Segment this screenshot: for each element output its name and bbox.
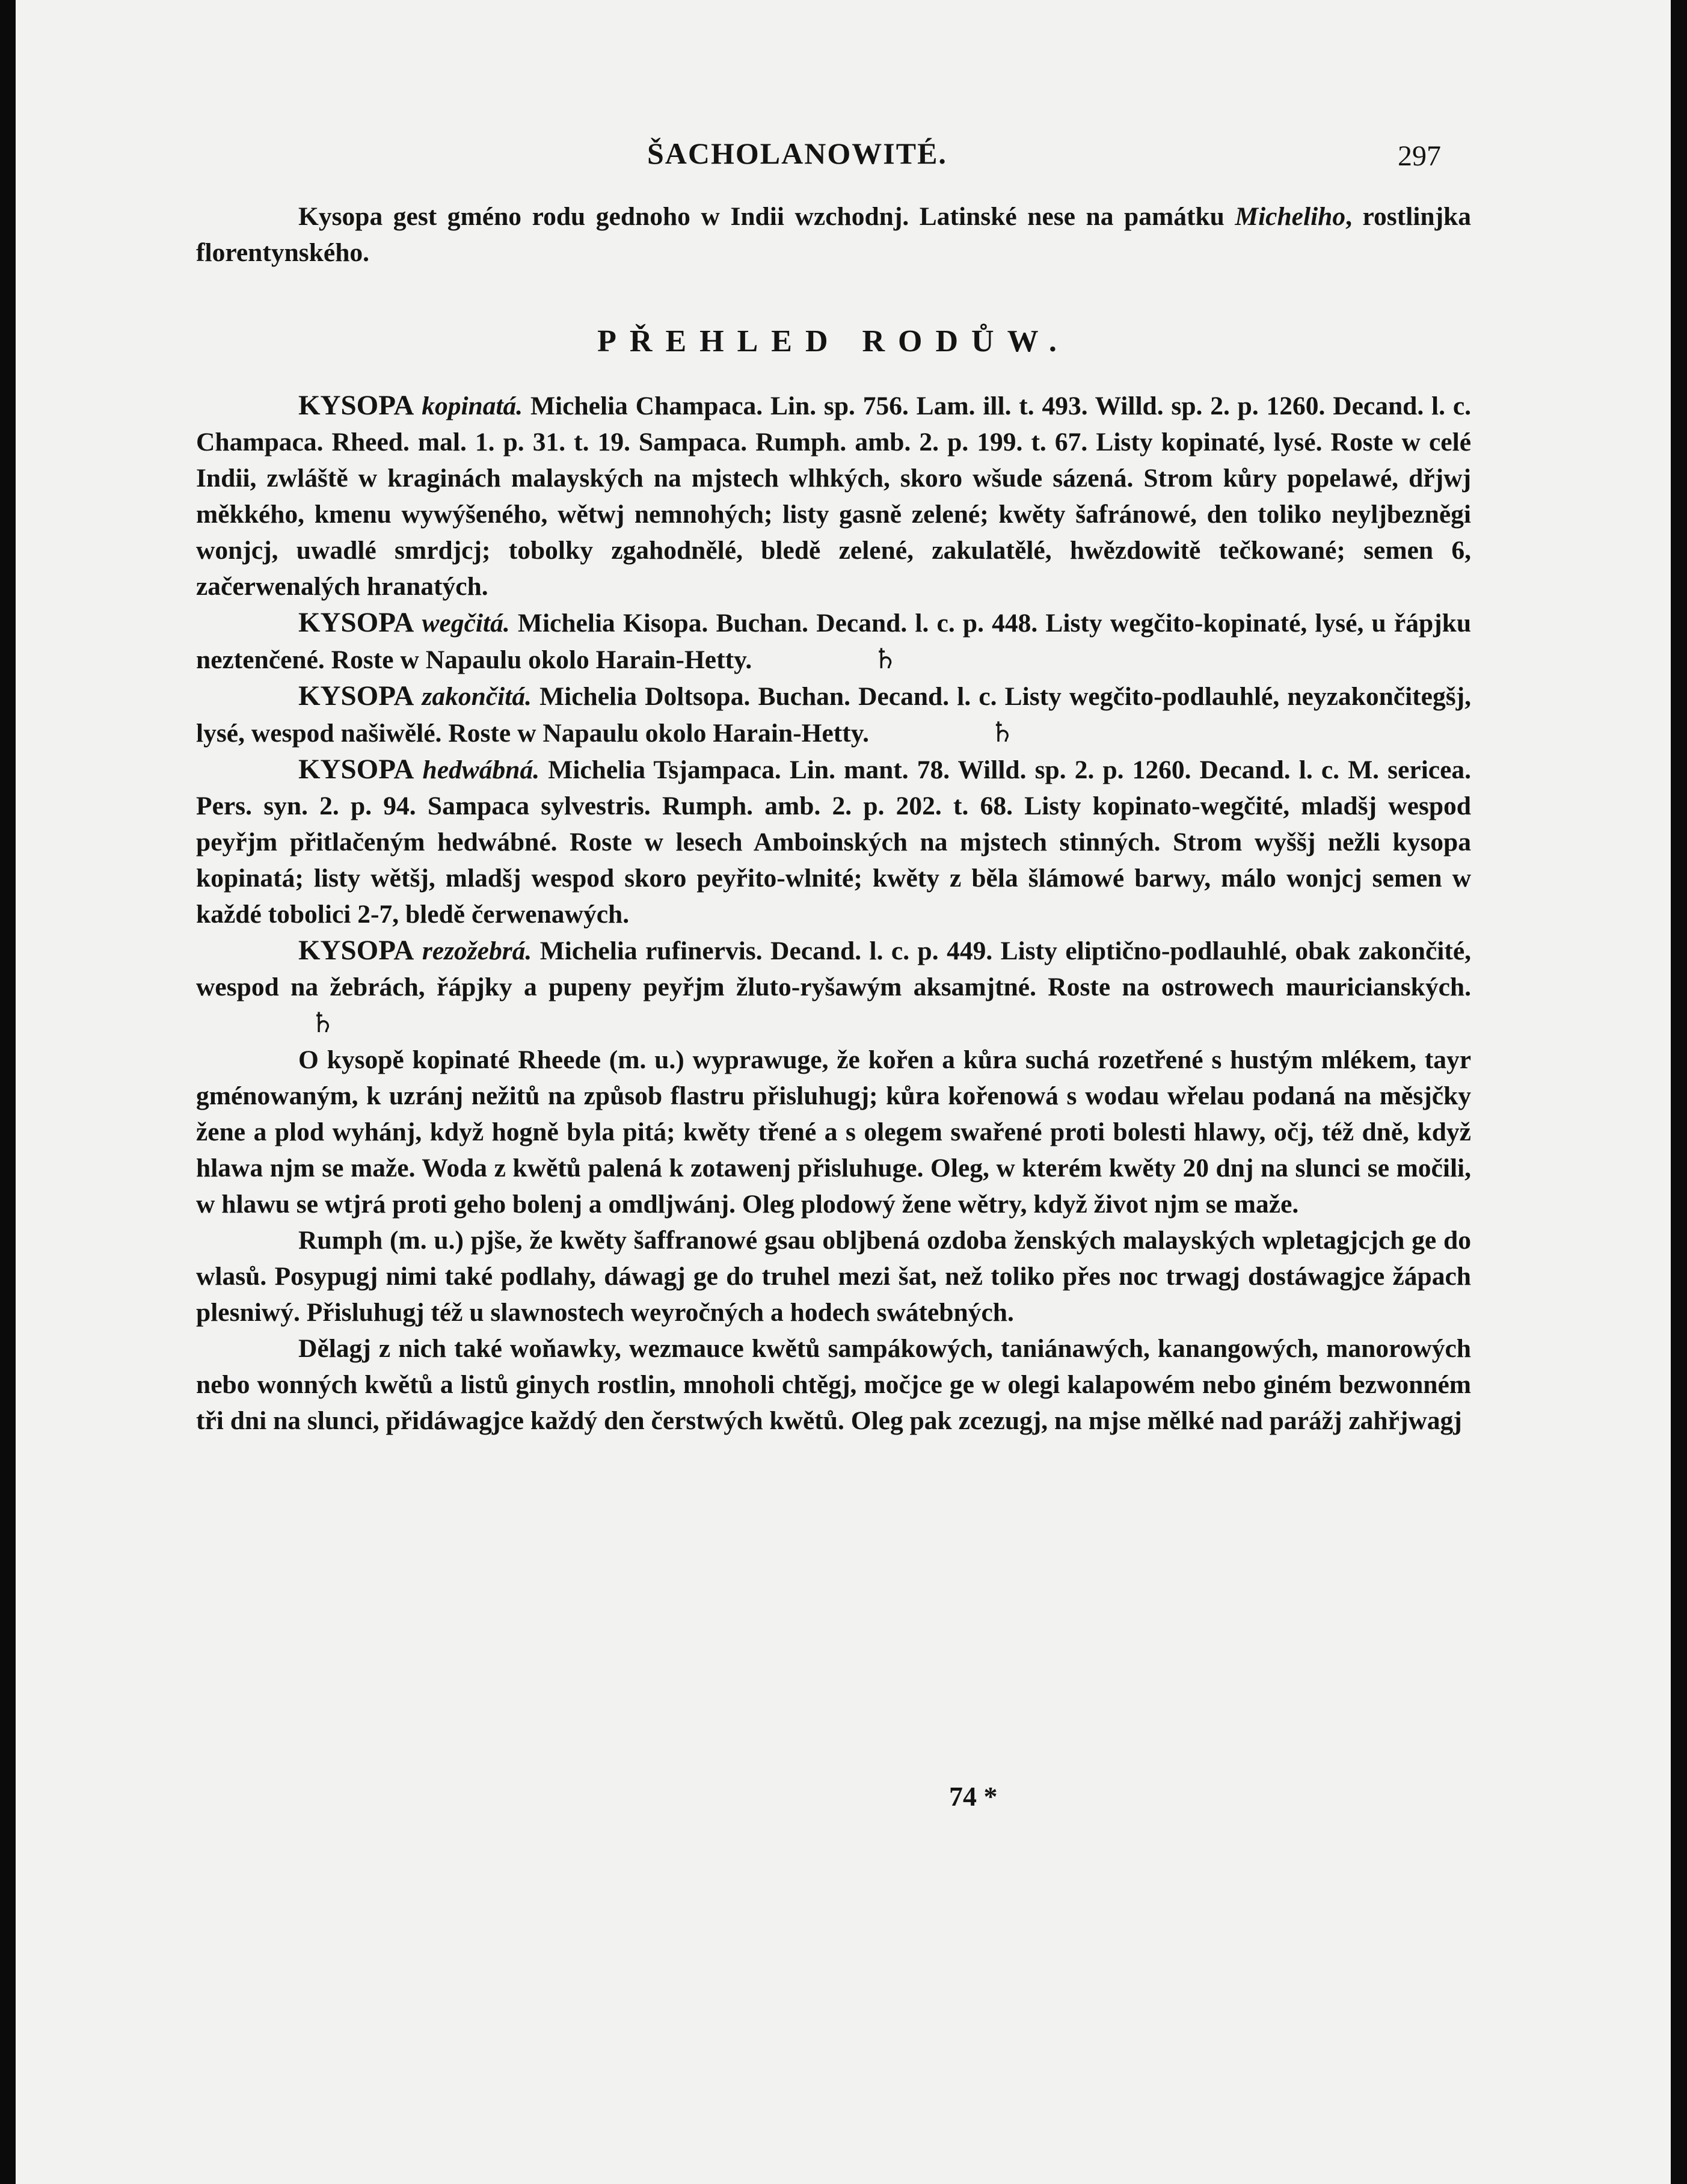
running-title: ŠACHOLANOWITÉ. [647, 137, 947, 170]
genus-name: KYSOPA [298, 607, 414, 638]
species-epithet: kopinatá. [422, 392, 523, 420]
species-entry [196, 678, 1471, 751]
species-entry [196, 932, 1471, 1042]
species-entry [196, 751, 1471, 932]
intro-paragraph [196, 198, 1471, 271]
genus-name: KYSOPA [298, 680, 414, 712]
body-paragraph: Rumph (m. u.) pjše, že kwěty šaffranowé gsau oblјbená ozdoba ženských malayských wpletagjcjch ge do wlasů. Posypugj nimi také podlahy, dáwagj ge do truhel mezi šat, než toliko přes noc trwagj dostáwagjce žápach plesniwý. Přisluhugj též u slawnostech weyročných a hodech swátebných. [196, 1226, 1471, 1327]
species-entry [196, 604, 1471, 678]
species-epithet: hedwábná. [422, 755, 540, 784]
genus-name: KYSOPA [298, 935, 414, 966]
intro-text-2: , rostlinjka florentynského. [196, 202, 1472, 267]
body-paragraph: O kysopě kopinaté Rheede (m. u.) wyprawuge, že kořen a kůra suchá rozetřené s hustým mlékem, tayr gménowaným, k uzránj nežitů na způsob flastru přisluhugj; kůra kořenowá s wodau wřelau podaná na měsjčky žene a plod wyhánj, když hogně byla pitá; kwěty třené a s olegem swařené proti bolesti hlawy, očj, též dně, když hlawa njm se maže. Woda z kwětů palená k zotawenj přisluhuge. Oleg, w kterém kwěty 20 dnj na slunci se močili, w hlawu se wtjrá proti geho bolenj a omdljwánj. Oleg plodowý žene wětry, když život njm se maže. [196, 1045, 1471, 1219]
intro-text: Kysopa gest gméno rodu gednoho w Indii wzchodnj. Latinské nese na památku [298, 202, 1225, 231]
species-epithet: rezožebrá. [422, 937, 532, 965]
shrub-icon: ♄ [989, 717, 1015, 748]
species-description: Michelia Tsjampaca. Lin. mant. 78. Willd. sp. 2. p. 1260. Decand. l. c. M. sericea. Pers. syn. 2. p. 94. Sampaca sylvestris. Rumph. amb. 2. p. 202. t. 68. Listy kopinato-wegčité, mladšj wespod peyřjm přitlačeným hedwábné. Roste w lesech Amboinských na mjstech stinných. Strom wyššj nežli kysopa kopinatá; listy wětšj, mladšj wespod skoro peyřito-wlnité; kwěty z běla šlámowé barwy, málo wonjcj semen w každé tobolici 2-7, bledě čerwenawých. [196, 755, 1472, 929]
shrub-icon: ♄ [310, 1007, 336, 1038]
book-page [16, 0, 1671, 2184]
section-title: PŘEHLED RODŮW. [597, 324, 1070, 358]
page-body [196, 198, 1471, 1439]
intro-name: Micheliho [1235, 202, 1346, 231]
species-entry [196, 387, 1471, 604]
page-number: 297 [1398, 140, 1441, 172]
species-description: Michelia rufinervis. Decand. l. c. p. 449. Listy eliptično-podlauhlé, obak zakončité, wespod na žebrách, řápjky a pupeny peyřjm žluto-ryšawým aksamjtné. Roste na ostrowech mauricianských. [196, 937, 1472, 1001]
body-paragraph: Dělagj z nich také woňawky, wezmauce kwětů sampákowých, taniánawých, kanangowých, manorowých nebo wonných kwětů a listů ginych rostlin, mnoholi chtěgj, močjce ge w olegi kalapowém nebo giném bezwonném tři dni na slunci, přidáwagjce každý den čerstwých kwětů. Oleg pak zcezugj, na mjse mělké nad parážj zahřjwagj [196, 1334, 1471, 1435]
genus-name: KYSOPA [298, 754, 414, 785]
species-epithet: zakončitá. [422, 682, 532, 711]
shrub-icon: ♄ [873, 644, 898, 674]
genus-name: KYSOPA [298, 390, 414, 421]
species-description: Michelia Doltsopa. Buchan. Decand. l. c. Listy wegčito-podlauhlé, neyzakončitegšj, lysé, wespod našiwělé. Roste w Napaulu okolo Harain-Hetty. [196, 682, 1472, 748]
signature-mark: 74 * [949, 1781, 998, 1812]
species-epithet: wegčitá. [422, 609, 510, 638]
species-description: Michelia Champaca. Lin. sp. 756. Lam. ill. t. 493. Willd. sp. 2. p. 1260. Decand. l. c. Champaca. Rheed. mal. 1. p. 31. t. 19. Sampaca. Rumph. amb. 2. p. 199. t. 67. Listy kopinaté, lysé. Roste w celé Indii, zwláště w kraginách malayských na mjstech wlhkých, skoro wšude sázená. Strom kůry popelawé, dřjwj měkkého, kmenu wywýšeného, wětwj nemnohých; listy gasně zelené; kwěty šafránowé, den toliko neyljbezněgi wonjcj, uwadlé smrdjcj; tobolky zgahodnělé, bledě zelené, zakulatělé, hwězdowitě tečkowané; semen 6, začerwenalých hranatých. [196, 392, 1472, 601]
species-description: Michelia Kisopa. Buchan. Decand. l. c. p. 448. Listy wegčito-kopinaté, lysé, u řápjku neztenčené. Roste w Napaulu okolo Harain-Hetty. [196, 609, 1472, 674]
